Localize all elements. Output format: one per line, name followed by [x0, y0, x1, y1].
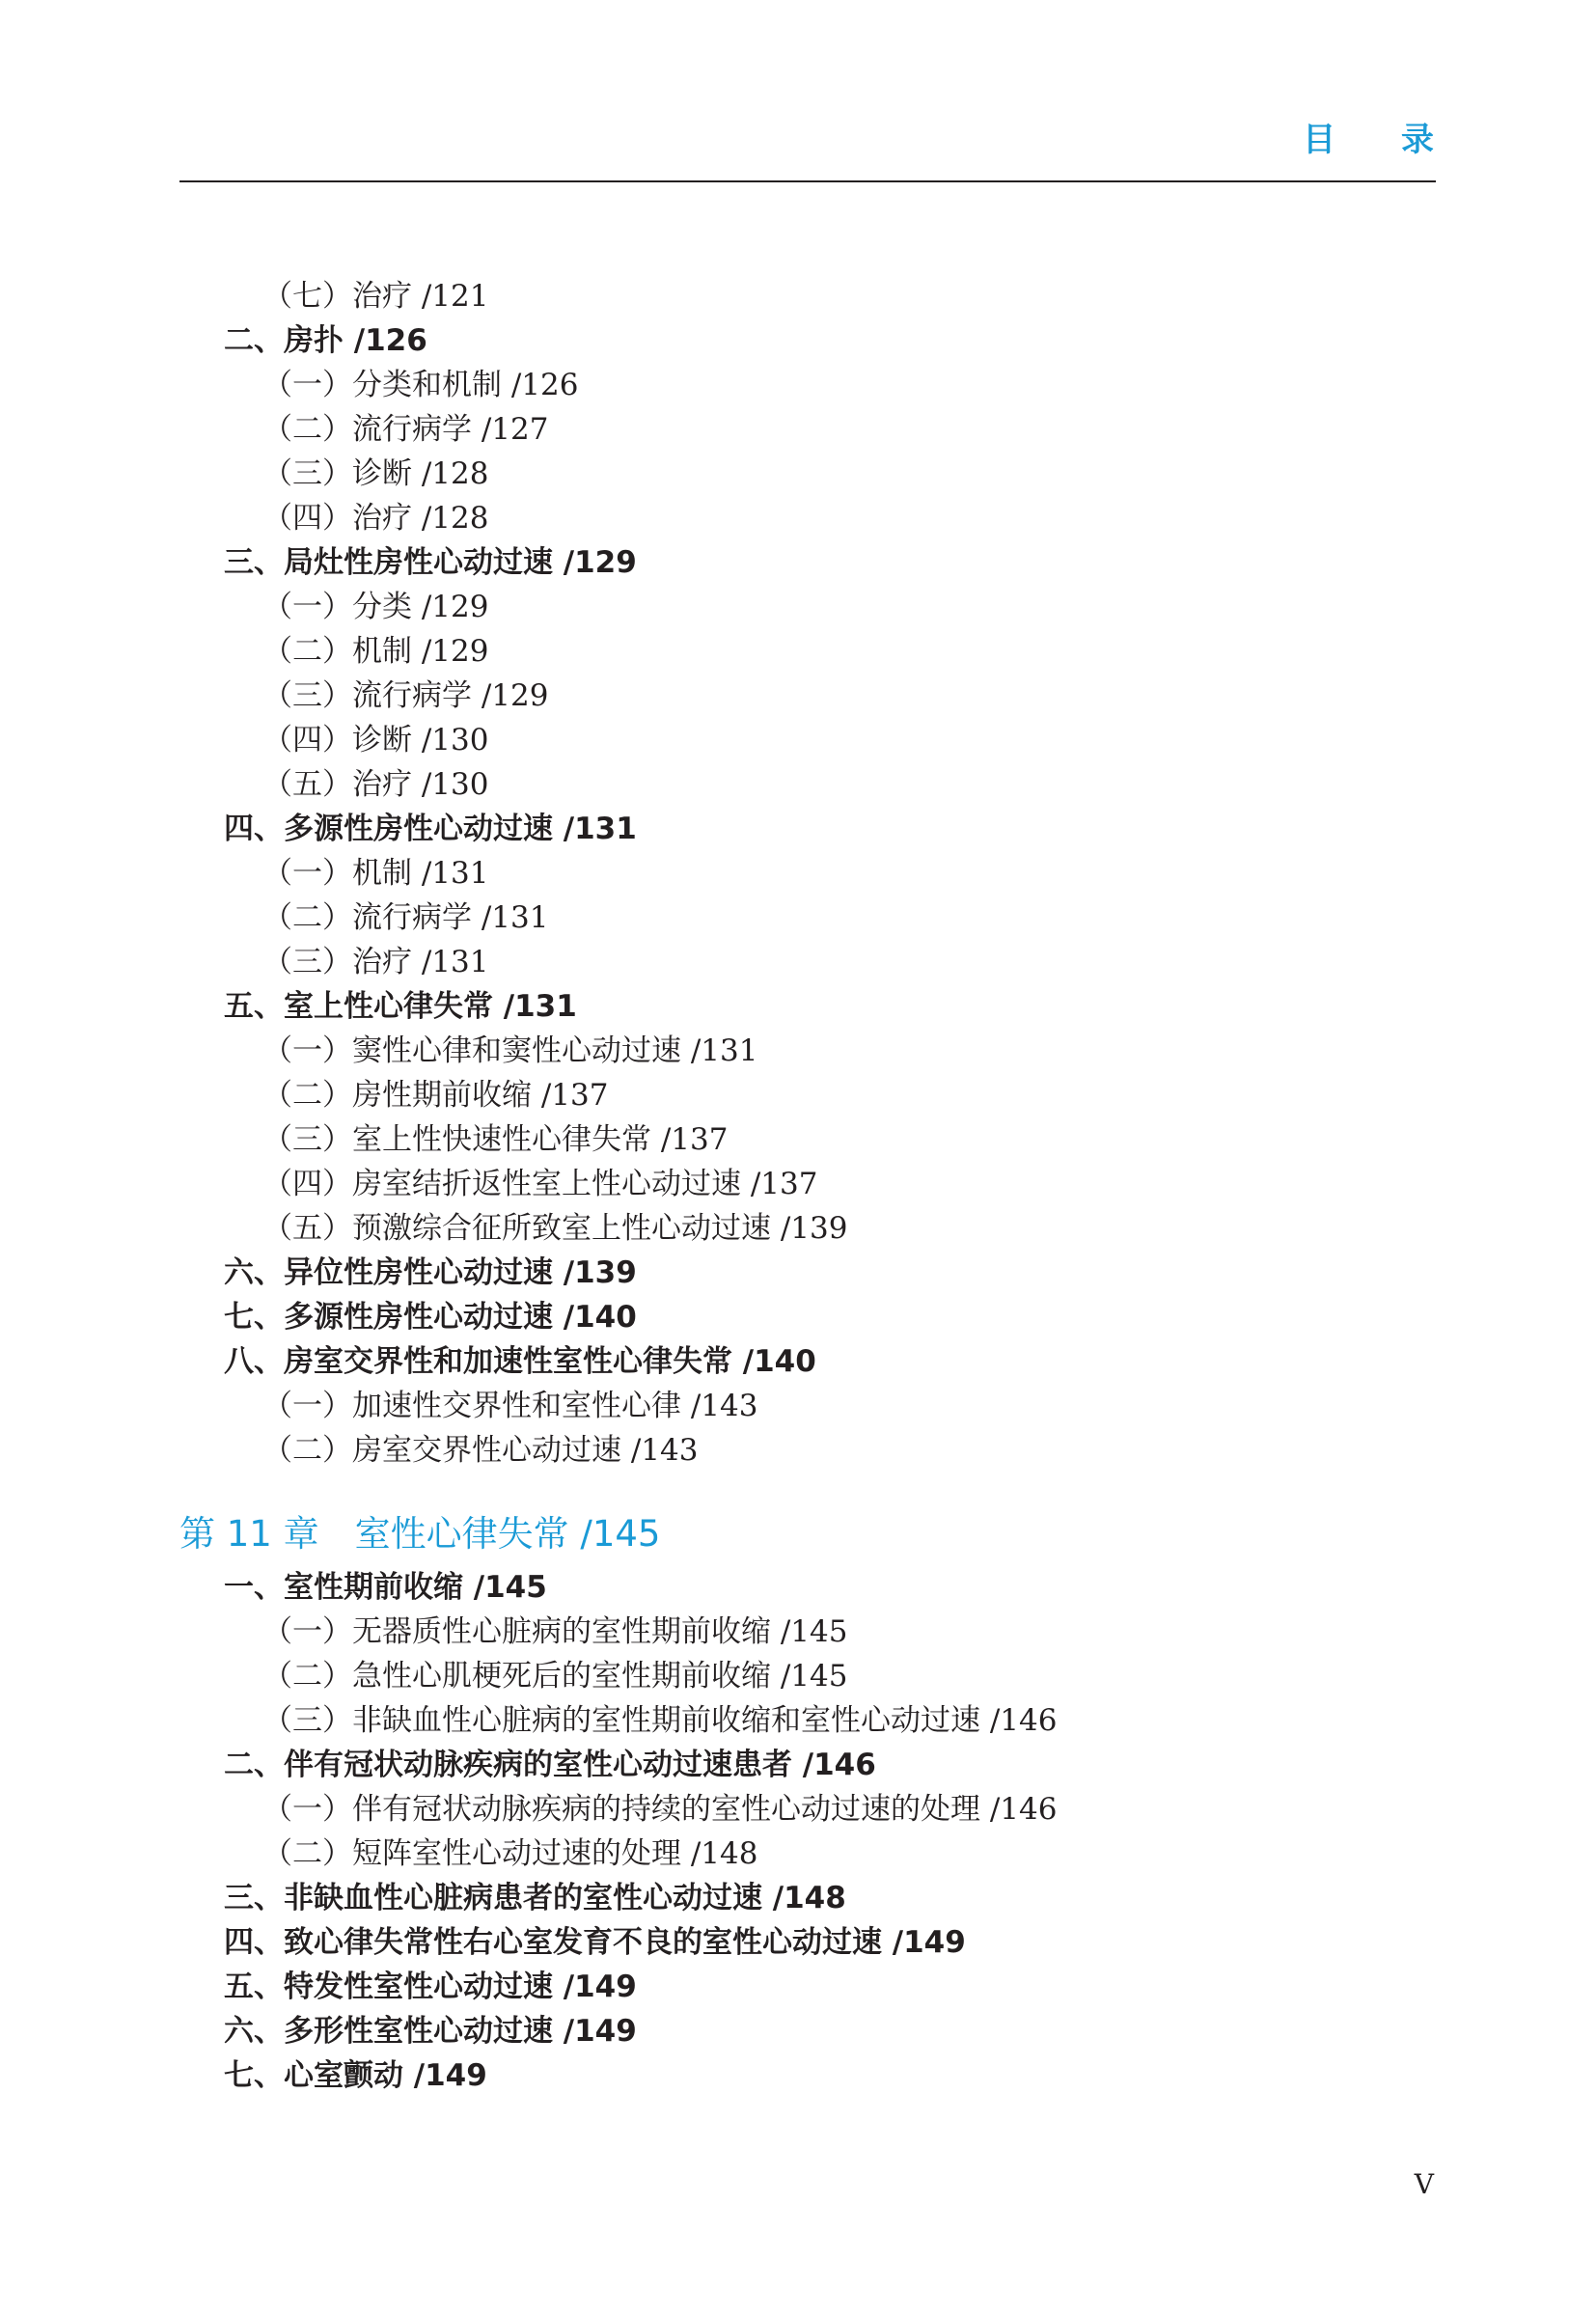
toc-section-entry: 四、多源性房性心动过速 /131	[224, 812, 637, 846]
toc-section-entry: 六、异位性房性心动过速 /139	[224, 1255, 637, 1290]
toc-subsection-entry: （二）房室交界性心动过速 /143	[262, 1433, 699, 1468]
toc-section-entry: 四、致心律失常性右心室发育不良的室性心动过速 /149	[224, 1925, 966, 1960]
toc-section-entry: 六、多形性室性心动过速 /149	[224, 2014, 637, 2049]
header-rule	[179, 180, 1436, 182]
toc-subsection-entry: （一）分类和机制 /126	[262, 368, 579, 402]
toc-subsection-entry: （七）治疗 /121	[262, 279, 489, 314]
toc-subsection-entry: （五）治疗 /130	[262, 767, 489, 802]
toc-section-entry: 五、特发性室性心动过速 /149	[224, 1970, 637, 2004]
toc-subsection-entry: （四）治疗 /128	[262, 501, 489, 536]
toc-subsection-entry: （一）伴有冠状动脉疾病的持续的室性心动过速的处理 /146	[262, 1792, 1058, 1827]
toc-section-entry: 三、非缺血性心脏病患者的室性心动过速 /148	[224, 1881, 846, 1915]
toc-subsection-entry: （一）分类 /129	[262, 590, 489, 624]
toc-section-entry: 一、室性期前收缩 /145	[224, 1570, 547, 1605]
toc-subsection-entry: （二）机制 /129	[262, 634, 489, 669]
toc-subsection-entry: （一）无器质性心脏病的室性期前收缩 /145	[262, 1614, 848, 1649]
toc-subsection-entry: （一）加速性交界性和室性心律 /143	[262, 1389, 758, 1423]
toc-section-entry: 五、室上性心律失常 /131	[224, 989, 577, 1024]
toc-subsection-entry: （三）流行病学 /129	[262, 678, 549, 713]
toc-chapter-heading: 第 11 章 室性心律失常 /145	[179, 1513, 661, 1555]
toc-subsection-entry: （三）室上性快速性心律失常 /137	[262, 1122, 729, 1157]
toc-section-entry: 二、房扑 /126	[224, 323, 427, 358]
toc-subsection-entry: （一）机制 /131	[262, 856, 489, 891]
toc-subsection-entry: （二）流行病学 /131	[262, 900, 549, 935]
toc-subsection-entry: （一）窦性心律和窦性心动过速 /131	[262, 1033, 758, 1068]
toc-subsection-entry: （四）诊断 /130	[262, 723, 489, 758]
toc-subsection-entry: （三）非缺血性心脏病的室性期前收缩和室性心动过速 /146	[262, 1703, 1058, 1738]
page-number: V	[1414, 2168, 1434, 2200]
toc-subsection-entry: （二）流行病学 /127	[262, 412, 549, 447]
toc-subsection-entry: （三）诊断 /128	[262, 456, 489, 491]
toc-subsection-entry: （五）预激综合征所致室上性心动过速 /139	[262, 1211, 848, 1246]
toc-section-entry: 七、心室颤动 /149	[224, 2058, 487, 2093]
toc-subsection-entry: （三）治疗 /131	[262, 945, 489, 979]
toc-section-entry: 三、局灶性房性心动过速 /129	[224, 545, 637, 580]
toc-subsection-entry: （二）房性期前收缩 /137	[262, 1078, 609, 1113]
page-header-title: 目 录	[1303, 121, 1461, 159]
toc-section-entry: 七、多源性房性心动过速 /140	[224, 1300, 637, 1335]
toc-section-entry: 八、房室交界性和加速性室性心律失常 /140	[224, 1344, 816, 1379]
toc-subsection-entry: （二）急性心肌梗死后的室性期前收缩 /145	[262, 1659, 848, 1694]
toc-subsection-entry: （二）短阵室性心动过速的处理 /148	[262, 1836, 758, 1871]
table-of-contents	[0, 274, 1596, 2098]
toc-subsection-entry: （四）房室结折返性室上性心动过速 /137	[262, 1167, 818, 1201]
toc-section-entry: 二、伴有冠状动脉疾病的室性心动过速患者 /146	[224, 1748, 876, 1782]
